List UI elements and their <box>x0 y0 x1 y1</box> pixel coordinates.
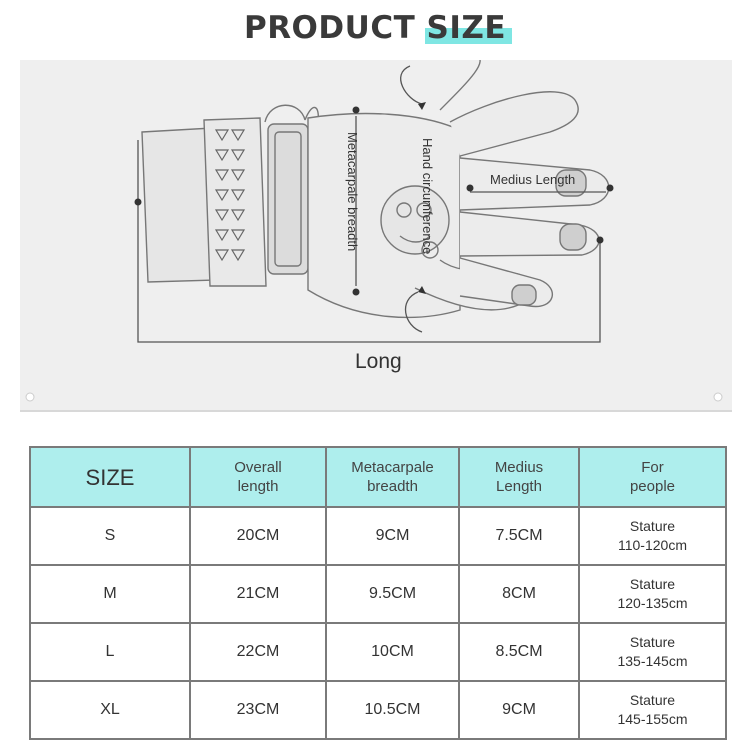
cell-metacarpale-breadth: 10.5CM <box>326 681 459 739</box>
cell-size: L <box>30 623 190 681</box>
cell-for-people: Stature 110-120cm <box>579 507 726 565</box>
header-metacarpale-breadth: Metacarpale breadth <box>326 447 459 507</box>
cell-medius-length: 7.5CM <box>459 507 579 565</box>
cell-medius-length: 9CM <box>459 681 579 739</box>
cell-metacarpale-breadth: 9.5CM <box>326 565 459 623</box>
cell-overall-length: 20CM <box>190 507 326 565</box>
long-label: Long <box>355 350 402 373</box>
cell-medius-length: 8.5CM <box>459 623 579 681</box>
header-medius-length: Medius Length <box>459 447 579 507</box>
cell-size: S <box>30 507 190 565</box>
title-text: PRODUCT <box>243 10 427 46</box>
metacarpale-breadth-label: Metacarpale breadth <box>345 132 360 252</box>
medius-length-label: Medius Length <box>490 172 576 187</box>
cell-for-people: Stature 135-145cm <box>579 623 726 681</box>
cell-overall-length: 21CM <box>190 565 326 623</box>
title-highlight-text: SIZE <box>426 10 507 46</box>
table-row <box>30 681 726 739</box>
page-title <box>0 10 750 46</box>
hand-circumference-label: Hand circumference <box>420 138 435 255</box>
table-row <box>30 507 726 565</box>
header-size: SIZE <box>30 447 190 507</box>
glove-diagram-panel <box>20 60 732 412</box>
table-row <box>30 565 726 623</box>
cell-for-people: Stature 120-135cm <box>579 565 726 623</box>
title-highlight <box>427 10 507 46</box>
cell-size: XL <box>30 681 190 739</box>
cell-overall-length: 23CM <box>190 681 326 739</box>
header-for-people: For people <box>579 447 726 507</box>
cell-medius-length: 8CM <box>459 565 579 623</box>
table-header-row <box>30 447 726 507</box>
cell-for-people: Stature 145-155cm <box>579 681 726 739</box>
size-table <box>29 446 727 740</box>
cell-size: M <box>30 565 190 623</box>
cell-metacarpale-breadth: 9CM <box>326 507 459 565</box>
cell-metacarpale-breadth: 10CM <box>326 623 459 681</box>
table-row <box>30 623 726 681</box>
header-overall-length: Overall length <box>190 447 326 507</box>
cell-overall-length: 22CM <box>190 623 326 681</box>
